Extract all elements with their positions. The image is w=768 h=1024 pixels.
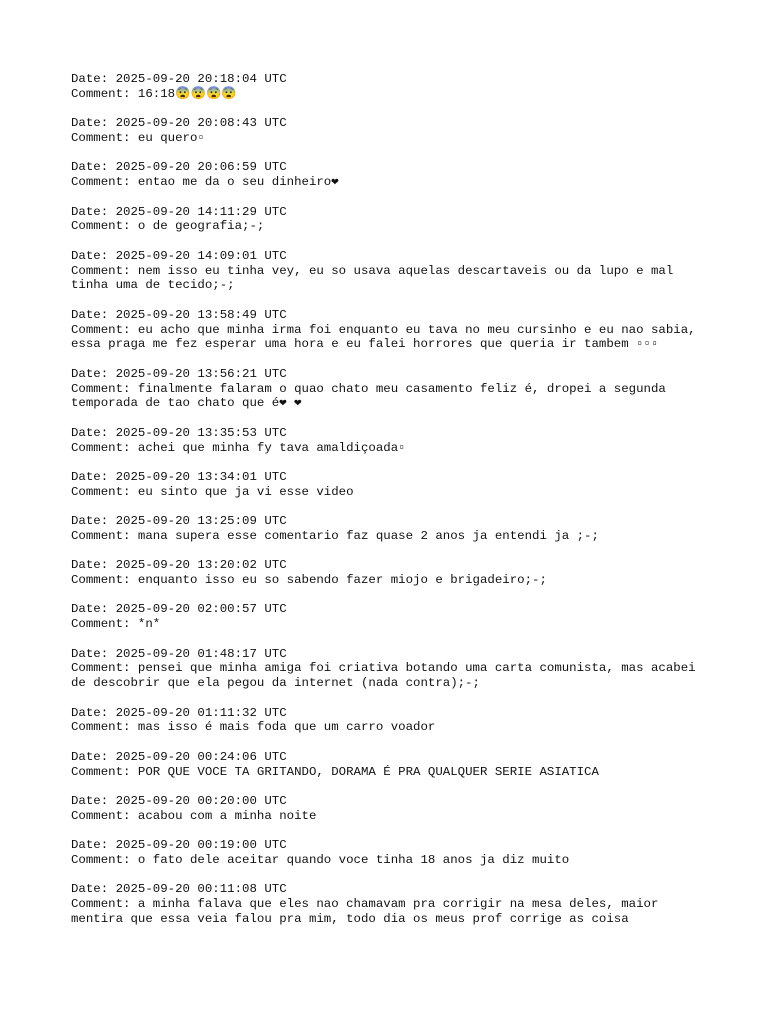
comment-entry — [71, 160, 711, 190]
comment-text: Comment: acabou com a minha noite — [71, 808, 317, 823]
comment-date: Date: 2025-09-20 00:24:06 UTC — [71, 749, 287, 764]
comment-entry — [71, 426, 711, 456]
comment-entry — [71, 205, 711, 235]
comment-date: Date: 2025-09-20 01:48:17 UTC — [71, 646, 287, 661]
comment-entry — [71, 706, 711, 736]
comment-date: Date: 2025-09-20 01:11:32 UTC — [71, 705, 287, 720]
comment-text: Comment: pensei que minha amiga foi criativa botando uma carta comunista, mas acabei de descobrir que ela pegou da internet (nada contra);-; — [71, 661, 704, 691]
comment-date: Date: 2025-09-20 20:08:43 UTC — [71, 116, 287, 131]
comment-entry — [71, 647, 711, 691]
comment-text: Comment: eu sinto que ja vi esse video — [71, 484, 354, 499]
comment-text: Comment: POR QUE VOCE TA GRITANDO, DORAMA É PRA QUALQUER SERIE ASIATICA — [71, 764, 599, 779]
comment-entry — [71, 514, 711, 544]
comment-date: Date: 2025-09-20 14:11:29 UTC — [71, 204, 287, 219]
comment-text: Comment: achei que minha fy tava amaldiçoada▫ — [71, 440, 406, 455]
comment-text: Comment: o de geografia;-; — [71, 219, 265, 234]
comment-date: Date: 2025-09-20 02:00:57 UTC — [71, 602, 287, 617]
comment-text: Comment: a minha falava que eles nao chamavam pra corrigir na mesa deles, maior mentira que essa veia falou pra mim, todo dia os meus prof corrige as coisa — [71, 897, 666, 926]
comment-date: Date: 2025-09-20 20:18:04 UTC — [71, 72, 287, 86]
comment-date: Date: 2025-09-20 00:19:00 UTC — [71, 838, 287, 853]
comment-date: Date: 2025-09-20 00:20:00 UTC — [71, 794, 287, 808]
comment-date: Date: 2025-09-20 20:06:59 UTC — [71, 160, 287, 175]
comment-date: Date: 2025-09-20 13:35:53 UTC — [71, 425, 287, 440]
comment-text: Comment: *n* — [71, 617, 161, 632]
comment-entry — [71, 558, 711, 588]
comment-text: Comment: mas isso é mais foda que um carro voador — [71, 720, 436, 735]
comment-date: Date: 2025-09-20 13:56:21 UTC — [71, 366, 287, 381]
comment-text: Comment: eu acho que minha irma foi enquanto eu tava no meu cursinho e eu nao sabia, essa praga me fez esperar uma hora e eu falei horrores que queria ir tambem ▫▫▫ — [71, 322, 704, 352]
comment-date: Date: 2025-09-20 00:11:08 UTC — [71, 882, 287, 897]
comment-entry — [71, 838, 711, 868]
comment-date: Date: 2025-09-20 14:09:01 UTC — [71, 248, 287, 263]
comment-date: Date: 2025-09-20 13:20:02 UTC — [71, 558, 287, 573]
comment-text: Comment: o fato dele aceitar quando voce tinha 18 anos ja diz muito — [71, 852, 570, 867]
comment-text: Comment: 16:18😨😨😨😨 — [71, 86, 237, 101]
comment-entry — [71, 882, 711, 926]
comment-entry — [71, 602, 711, 632]
comment-text: Comment: nem isso eu tinha vey, eu so usava aquelas descartaveis ou da lupo e mal tinha uma de tecido;-; — [71, 263, 681, 293]
comment-log-page — [71, 72, 711, 941]
comment-date: Date: 2025-09-20 13:34:01 UTC — [71, 469, 287, 484]
comment-entry — [71, 72, 711, 102]
comment-text: Comment: mana supera esse comentario faz quase 2 anos ja entendi ja ;-; — [71, 528, 599, 543]
comment-text: Comment: eu quero▫ — [71, 130, 205, 145]
comment-entry — [71, 308, 711, 352]
comment-text: Comment: finalmente falaram o quao chato meu casamento feliz é, dropei a segunda temporada de tao chato que é❤ ❤ — [71, 381, 674, 411]
comment-entry — [71, 470, 711, 500]
comment-text: Comment: enquanto isso eu so sabendo fazer miojo e brigadeiro;-; — [71, 573, 547, 588]
comment-entry — [71, 249, 711, 293]
comment-date: Date: 2025-09-20 13:58:49 UTC — [71, 307, 287, 322]
comment-entry — [71, 750, 711, 780]
comment-entry — [71, 116, 711, 146]
comment-text: Comment: entao me da o seu dinheiro❤ — [71, 175, 339, 190]
comment-entry — [71, 367, 711, 411]
comment-entry — [71, 794, 711, 824]
comment-date: Date: 2025-09-20 13:25:09 UTC — [71, 514, 287, 529]
